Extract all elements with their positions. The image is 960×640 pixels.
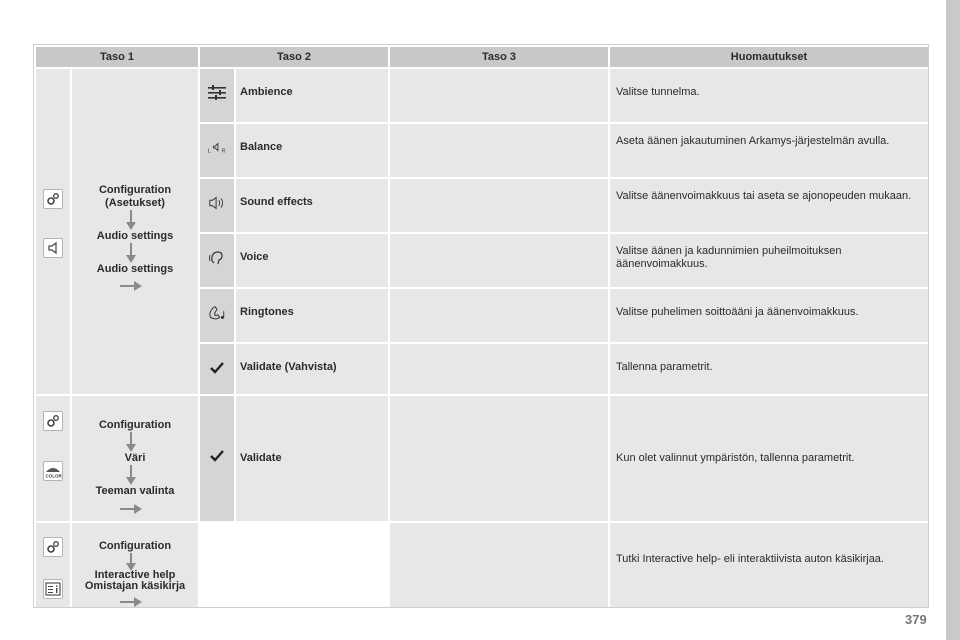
arrow-down-icon [126,243,136,263]
gear-icon [43,411,63,431]
arrow-down-icon [126,210,136,230]
svg-text:R: R [221,148,226,155]
header-text: Taso 1 [99,51,135,63]
group2-level1-b: Väri [124,452,146,464]
group2-level2: Validate [240,452,282,464]
header-text: Taso 3 [481,51,517,63]
group3-note: Tutki Interactive help- eli interaktiivista auton käsikirjaa. [616,553,884,565]
arrow-right-icon [120,597,142,607]
row-label: Voice [240,251,269,263]
row-note-cell [610,179,928,232]
row-label: Ringtones [240,306,294,318]
row-note: Valitse puhelimen soittoääni ja äänenvoimakkuus. [616,306,859,318]
group1-level1-line1: Configuration [98,184,172,196]
row-level3-cell [390,69,608,122]
header-level-1 [36,47,198,67]
header-notes [610,47,928,67]
checkmark-icon [208,447,226,465]
arrow-right-icon [120,281,142,291]
arrow-down-icon [126,432,136,452]
color-icon [43,461,63,481]
page-number: 379 [905,612,927,627]
svg-text:L: L [208,148,211,155]
gear-icon [43,537,63,557]
equalizer-icon [208,84,226,102]
speaker-sound-icon [208,194,226,212]
manual-book-icon [43,579,63,599]
voice-icon [208,249,226,267]
row-level3-cell [390,289,608,342]
arrow-down-icon [126,465,136,485]
header-text: Huomautukset [730,51,808,63]
row-note: Valitse äänen ja kadunnimien puheilmoituksen äänenvoimakkuus. [616,245,842,270]
row-label: Sound effects [240,196,313,208]
row-note: Aseta äänen jakautuminen Arkamys-järjestelmän avulla. [616,135,890,147]
arrow-right-icon [120,504,142,514]
group1-level1-line2: (Asetukset) [105,197,165,209]
row-note-cell [610,124,928,177]
row-note: Valitse äänenvoimakkuus tai aseta se ajonopeuden mukaan. [616,190,912,202]
row-label: Balance [240,141,283,153]
page-edge-bar [946,0,960,640]
gear-icon [43,189,63,209]
group3-level2-cell [200,523,388,607]
row-level3-cell [390,344,608,394]
group1-icon-cell [36,69,70,394]
settings-table [33,44,929,608]
row-level3-cell [390,124,608,177]
row-label: Ambience [240,86,293,98]
group3-level1: Configuration [98,540,172,552]
group2-level3-cell [390,396,608,521]
group3-level3-cell [390,523,608,607]
group2-note: Kun olet valinnut ympäristön, tallenna parametrit. [616,452,855,464]
checkmark-icon [208,359,226,377]
group1-level1-audio: Audio settings [96,230,174,242]
group3-level1-b: Interactive help [94,569,176,581]
group2-level1-c: Teeman valinta [95,485,175,497]
row-level3-cell [390,234,608,287]
row-note: Tallenna parametrit. [616,361,713,373]
header-level-2 [200,47,388,67]
speaker-icon [43,238,63,258]
color-badge-text: COLOR [45,473,62,479]
balance-icon [208,139,226,157]
group2-level1: Configuration [98,419,172,431]
row-label: Validate (Vahvista) [240,361,337,373]
header-text: Taso 2 [276,51,312,63]
row-note: Valitse tunnelma. [616,86,700,98]
ringtone-icon [208,304,226,322]
group3-level1-c: Omistajan käsikirja [84,580,186,592]
row-level3-cell [390,179,608,232]
header-level-3 [390,47,608,67]
group1-level1-audio2: Audio settings [96,263,174,275]
